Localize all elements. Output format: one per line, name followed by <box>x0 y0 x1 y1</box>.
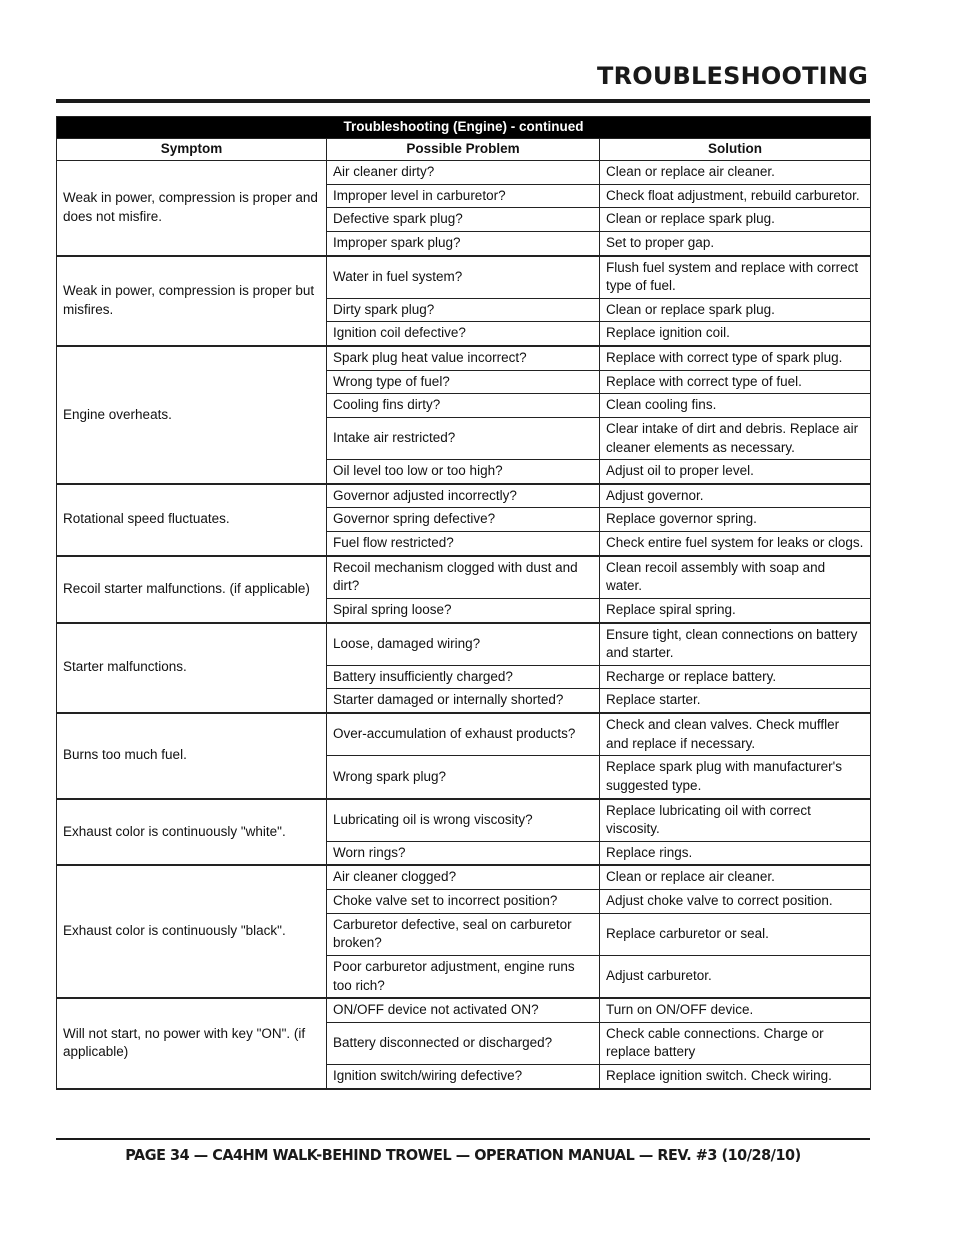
solution-cell: Replace spiral spring. <box>600 598 871 622</box>
column-header-possible-problem: Possible Problem <box>327 139 600 161</box>
symptom-cell: Starter malfunctions. <box>57 623 327 714</box>
possible-problem-cell: Loose, damaged wiring? <box>327 623 600 666</box>
table-banner-row <box>57 117 871 139</box>
table-row <box>57 799 871 842</box>
possible-problem-cell: Wrong spark plug? <box>327 756 600 799</box>
table-row <box>57 865 871 889</box>
solution-cell: Clean or replace spark plug. <box>600 208 871 232</box>
possible-problem-cell: Recoil mechanism clogged with dust and dirt? <box>327 556 600 599</box>
symptom-cell: Weak in power, compression is proper but misfires. <box>57 256 327 347</box>
solution-cell: Clean or replace spark plug. <box>600 298 871 322</box>
table-banner: Troubleshooting (Engine) - continued <box>57 117 871 139</box>
solution-cell: Adjust choke valve to correct position. <box>600 890 871 914</box>
table-row <box>57 346 871 370</box>
possible-problem-cell: Water in fuel system? <box>327 256 600 299</box>
page-title: TROUBLESHOOTING <box>597 62 868 90</box>
table-row <box>57 998 871 1022</box>
solution-cell: Replace rings. <box>600 841 871 865</box>
solution-cell: Replace with correct type of spark plug. <box>600 346 871 370</box>
column-header-row <box>57 139 871 161</box>
solution-cell: Adjust carburetor. <box>600 955 871 998</box>
possible-problem-cell: Wrong type of fuel? <box>327 370 600 394</box>
solution-cell: Clean or replace air cleaner. <box>600 161 871 185</box>
table-row <box>57 556 871 599</box>
solution-cell: Clear intake of dirt and debris. Replace air cleaner elements as necessary. <box>600 417 871 459</box>
possible-problem-cell: Dirty spark plug? <box>327 298 600 322</box>
possible-problem-cell: Ignition coil defective? <box>327 322 600 346</box>
possible-problem-cell: Battery disconnected or discharged? <box>327 1022 600 1064</box>
solution-cell: Clean recoil assembly with soap and water. <box>600 556 871 599</box>
solution-cell: Clean or replace air cleaner. <box>600 865 871 889</box>
possible-problem-cell: Defective spark plug? <box>327 208 600 232</box>
possible-problem-cell: Spiral spring loose? <box>327 598 600 622</box>
solution-cell: Replace with correct type of fuel. <box>600 370 871 394</box>
table-row <box>57 256 871 299</box>
solution-cell: Clean cooling fins. <box>600 394 871 418</box>
possible-problem-cell: Worn rings? <box>327 841 600 865</box>
possible-problem-cell: Air cleaner clogged? <box>327 865 600 889</box>
symptom-cell: Will not start, no power with key "ON". (if applicable) <box>57 998 327 1089</box>
solution-cell: Replace starter. <box>600 689 871 713</box>
solution-cell: Set to proper gap. <box>600 231 871 255</box>
table-row <box>57 623 871 666</box>
possible-problem-cell: Spark plug heat value incorrect? <box>327 346 600 370</box>
possible-problem-cell: Governor adjusted incorrectly? <box>327 484 600 508</box>
symptom-cell: Rotational speed fluctuates. <box>57 484 327 556</box>
possible-problem-cell: Battery insufficiently charged? <box>327 665 600 689</box>
table-body <box>57 161 871 1089</box>
solution-cell: Replace governor spring. <box>600 508 871 532</box>
column-header-solution: Solution <box>600 139 871 161</box>
symptom-cell: Exhaust color is continuously "white". <box>57 799 327 866</box>
title-divider <box>56 99 870 103</box>
table-row <box>57 484 871 508</box>
possible-problem-cell: Lubricating oil is wrong viscosity? <box>327 799 600 842</box>
troubleshooting-table-container <box>56 116 870 1090</box>
possible-problem-cell: ON/OFF device not activated ON? <box>327 998 600 1022</box>
solution-cell: Replace ignition switch. Check wiring. <box>600 1065 871 1089</box>
solution-cell: Replace ignition coil. <box>600 322 871 346</box>
possible-problem-cell: Improper spark plug? <box>327 231 600 255</box>
column-header-symptom: Symptom <box>57 139 327 161</box>
possible-problem-cell: Fuel flow restricted? <box>327 532 600 556</box>
solution-cell: Replace lubricating oil with correct viscosity. <box>600 799 871 842</box>
solution-cell: Adjust oil to proper level. <box>600 460 871 484</box>
possible-problem-cell: Intake air restricted? <box>327 417 600 459</box>
possible-problem-cell: Over-accumulation of exhaust products? <box>327 713 600 756</box>
symptom-cell: Engine overheats. <box>57 346 327 484</box>
solution-cell: Turn on ON/OFF device. <box>600 998 871 1022</box>
possible-problem-cell: Starter damaged or internally shorted? <box>327 689 600 713</box>
possible-problem-cell: Ignition switch/wiring defective? <box>327 1065 600 1089</box>
symptom-cell: Exhaust color is continuously "black". <box>57 865 327 998</box>
solution-cell: Check and clean valves. Check muffler and replace if necessary. <box>600 713 871 756</box>
troubleshooting-table <box>56 116 871 1090</box>
solution-cell: Check entire fuel system for leaks or clogs. <box>600 532 871 556</box>
symptom-cell: Recoil starter malfunctions. (if applicable) <box>57 556 327 623</box>
possible-problem-cell: Choke valve set to incorrect position? <box>327 890 600 914</box>
solution-cell: Replace carburetor or seal. <box>600 913 871 955</box>
possible-problem-cell: Improper level in carburetor? <box>327 184 600 208</box>
possible-problem-cell: Governor spring defective? <box>327 508 600 532</box>
solution-cell: Ensure tight, clean connections on battery and starter. <box>600 623 871 666</box>
solution-cell: Replace spark plug with manufacturer's suggested type. <box>600 756 871 799</box>
solution-cell: Check float adjustment, rebuild carburetor. <box>600 184 871 208</box>
possible-problem-cell: Carburetor defective, seal on carburetor broken? <box>327 913 600 955</box>
symptom-cell: Weak in power, compression is proper and does not misfire. <box>57 161 327 256</box>
table-row <box>57 161 871 185</box>
possible-problem-cell: Poor carburetor adjustment, engine runs too rich? <box>327 955 600 998</box>
solution-cell: Recharge or replace battery. <box>600 665 871 689</box>
possible-problem-cell: Cooling fins dirty? <box>327 394 600 418</box>
footer-divider <box>56 1138 870 1140</box>
table-row <box>57 713 871 756</box>
symptom-cell: Burns too much fuel. <box>57 713 327 799</box>
solution-cell: Flush fuel system and replace with correct type of fuel. <box>600 256 871 299</box>
solution-cell: Adjust governor. <box>600 484 871 508</box>
possible-problem-cell: Air cleaner dirty? <box>327 161 600 185</box>
possible-problem-cell: Oil level too low or too high? <box>327 460 600 484</box>
solution-cell: Check cable connections. Charge or replace battery <box>600 1022 871 1064</box>
page-footer: PAGE 34 — CA4HM WALK-BEHIND TROWEL — OPERATION MANUAL — REV. #3 (10/28/10) <box>125 1146 801 1164</box>
